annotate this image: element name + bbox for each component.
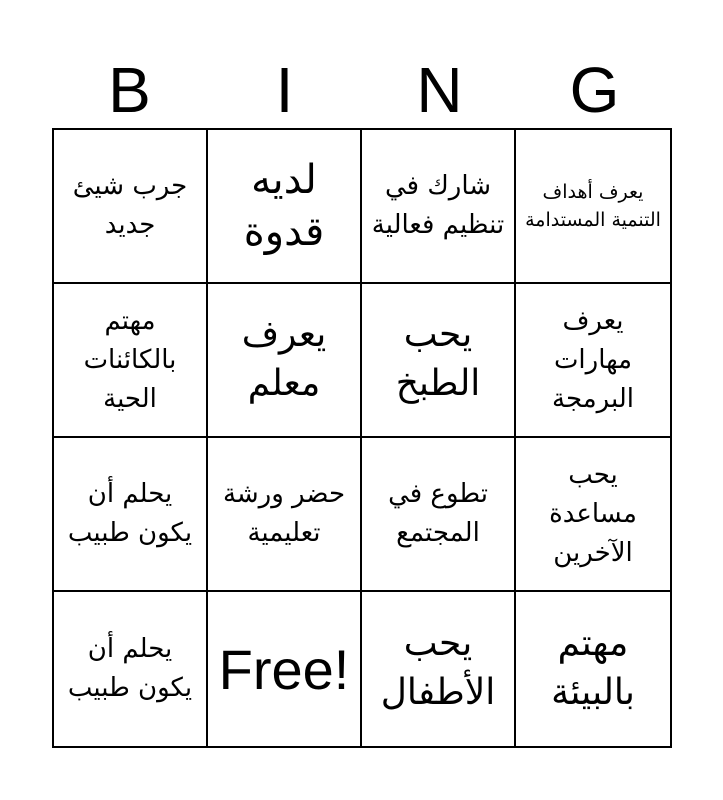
free-space-label: Free! (218, 637, 350, 701)
cell-text: يعرف معلم (241, 314, 327, 404)
bingo-cell-r2c3[interactable] (362, 284, 516, 438)
cell-text: يعرف مهارات البرمجة (552, 305, 634, 414)
bingo-cell-r1c4[interactable] (516, 130, 670, 284)
cell-text: شارك في تنظيم فعالية (371, 171, 505, 240)
bingo-cell-r1c2[interactable] (208, 130, 362, 284)
bingo-cell-free[interactable] (208, 592, 362, 746)
cell-text: يعرف أهداف التنمية المستدامة (525, 180, 661, 231)
cell-text: يحب الأطفال (380, 623, 496, 713)
bingo-cell-r4c1[interactable] (54, 592, 208, 746)
bingo-cell-r3c4[interactable] (516, 438, 670, 592)
cell-text: جرب شيئ جديد (72, 171, 188, 240)
cell-text: حضر ورشة تعليمية (222, 479, 346, 548)
bingo-cell-r4c4[interactable] (516, 592, 670, 746)
bingo-cell-r1c3[interactable] (362, 130, 516, 284)
bingo-cell-r1c1[interactable] (54, 130, 208, 284)
bingo-header (52, 52, 672, 128)
bingo-cell-r4c3[interactable] (362, 592, 516, 746)
bingo-cell-r3c3[interactable] (362, 438, 516, 592)
bingo-board (52, 128, 672, 748)
bingo-cell-r3c1[interactable] (54, 438, 208, 592)
header-letter-g: G (569, 54, 620, 126)
cell-text: يحلم أن يكون طبيب (67, 634, 193, 703)
cell-text: يحب الطبخ (395, 314, 481, 404)
cell-text: يحلم أن يكون طبيب (67, 479, 193, 548)
cell-text: لديه قدوة (243, 157, 325, 255)
cell-text: تطوع في المجتمع (388, 479, 488, 548)
header-letter-i: I (275, 54, 294, 126)
bingo-cell-r2c1[interactable] (54, 284, 208, 438)
bingo-cell-r3c2[interactable] (208, 438, 362, 592)
header-letter-b: B (108, 54, 151, 126)
cell-text: مهتم بالكائنات الحية (83, 305, 177, 414)
cell-text: مهتم بالبيئة (551, 623, 635, 713)
header-letter-n: N (416, 54, 463, 126)
bingo-cell-r2c2[interactable] (208, 284, 362, 438)
bingo-cell-r2c4[interactable] (516, 284, 670, 438)
cell-text: يحب مساعدة الآخرين (549, 459, 637, 568)
